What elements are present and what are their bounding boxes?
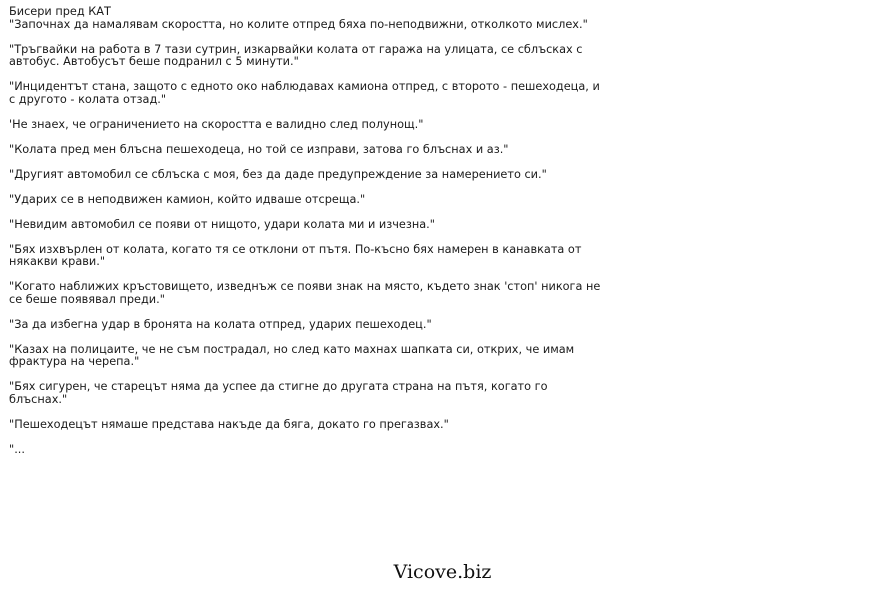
quote: "Инцидентът стана, защото с едното око наблюдавах камиона отпред, с второто - пешеходеца, и с другото - колата отзад.": [9, 80, 600, 106]
quote: "Бях изхвърлен от колата, когато тя се отклони от пътя. По-късно бях намерен в канавката от някакви крави.": [9, 242, 582, 268]
quote: "Когато наближих кръстовището, изведнъж се появи знак на място, където знак 'стоп' никога не се беше появявал преди.": [9, 280, 601, 306]
document-body: [9, 6, 609, 456]
quote: "Невидим автомобил се появи от нищото, удари колата ми и изчезна.": [9, 217, 435, 231]
site-watermark: Vicove.biz: [393, 561, 492, 583]
quote: 'Не знаех, че ограничението на скоростта е валидно след полунощ.": [9, 117, 424, 131]
quote: "Колата пред мен блъсна пешеходеца, но той се изправи, затова го блъснах и аз.": [9, 142, 509, 156]
quote: "Казах на полицаите, че не съм пострадал, но след като махнах шапката си, открих, че имам фрактура на черепа.": [9, 342, 575, 368]
quote: "Започнах да намалявам скоростта, но колите отпред бяха по-неподвижни, отколкото мислех.": [9, 17, 588, 31]
quote: "За да избегна удар в бронята на колата отпред, ударих пешеходец.": [9, 317, 432, 331]
quote: "Пешеходецът нямаше представа накъде да бяга, докато го прегазвах.": [9, 417, 449, 431]
quote: "Ударих се в неподвижен камион, който идваше отсреща.": [9, 192, 366, 206]
document-title: Бисери пред КАТ: [9, 5, 111, 18]
quote: "Бях сигурен, че старецът няма да успее да стигне до другата страна на пътя, когато го блъснах.": [9, 380, 548, 406]
quote: "Тръгвайки на работа в 7 тази сутрин, изкарвайки колата от гаража на улицата, се сблъсках с автобус. Автобусът беше подранил с 5 минути.": [9, 42, 583, 68]
document-tail: "...: [9, 442, 25, 456]
quote: "Другият автомобил се сблъска с моя, без да даде предупреждение за намерението си.": [9, 167, 547, 181]
